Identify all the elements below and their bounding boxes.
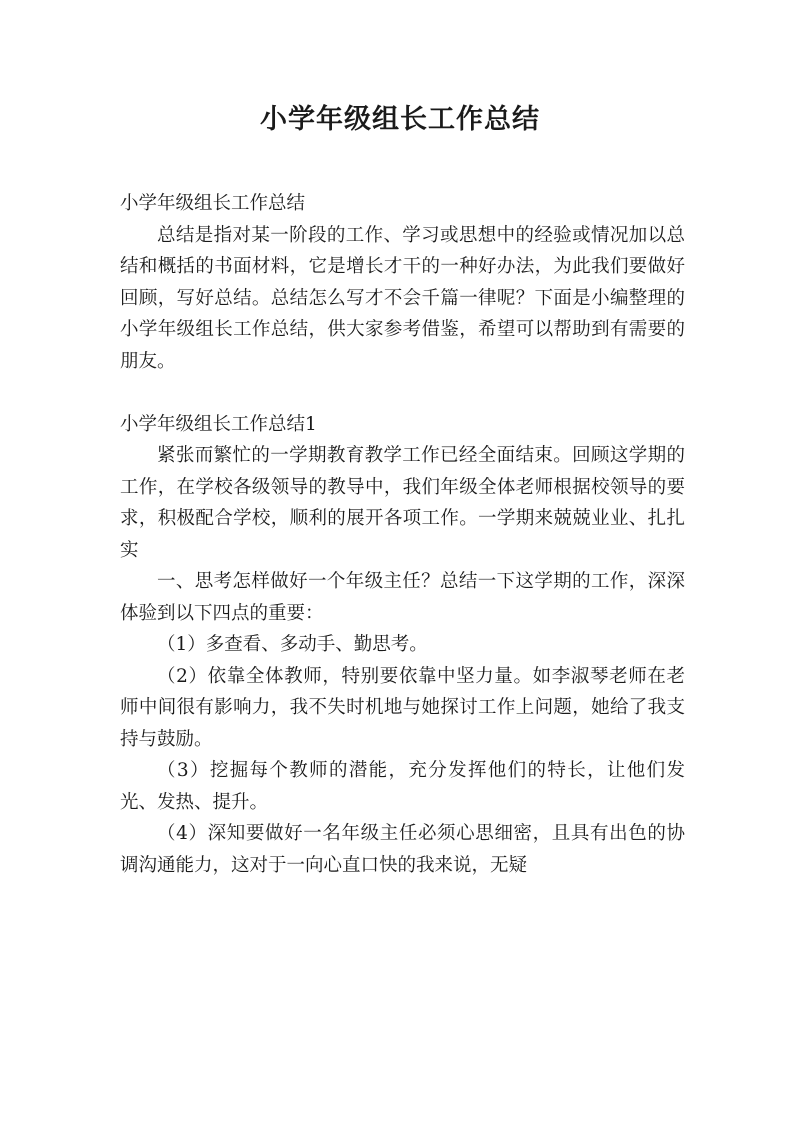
paragraph: 紧张而繁忙的一学期教育教学工作已经全面结束。回顾这学期的工作，在学校各级领导的教导中，我们年级全体老师根据校领导的要求，积极配合学校，顺利的展开各项工作。一学期来兢兢业业、扎扎实 bbox=[120, 445, 685, 561]
paragraph: 总结是指对某一阶段的工作、学习或思想中的经验或情况加以总结和概括的书面材料，它是增长才干的一种好办法，为此我们要做好回顾，写好总结。总结怎么写才不会千篇一律呢？下面是小编整理的小学年级组长工作总结，供大家参考借鉴，希望可以帮助到有需要的朋友。 bbox=[120, 224, 685, 372]
paragraph: （4）深知要做好一名年级主任必须心思细密，且具有出色的协调沟通能力，这对于一向心直口快的我来说，无疑 bbox=[120, 823, 685, 876]
document-body bbox=[120, 188, 685, 881]
paragraph: （3）挖掘每个教师的潜能，充分发挥他们的特长，让他们发光、发热、提升。 bbox=[120, 760, 685, 813]
document-title: 小学年级组长工作总结 bbox=[260, 104, 540, 135]
paragraph: 小学年级组长工作总结1 bbox=[120, 413, 317, 435]
paragraph: （1）多查看、多动手、勤思考。 bbox=[157, 634, 428, 655]
paragraph: （2）依靠全体教师，特别要依靠中坚力量。如李淑琴老师在老师中间很有影响力，我不失时机地与她探讨工作上问题，她给了我支持与鼓励。 bbox=[120, 665, 685, 750]
paragraph: 小学年级组长工作总结 bbox=[120, 193, 306, 214]
paragraph: 一、思考怎样做好一个年级主任？总结一下这学期的工作，深深体验到以下四点的重要： bbox=[120, 571, 685, 624]
